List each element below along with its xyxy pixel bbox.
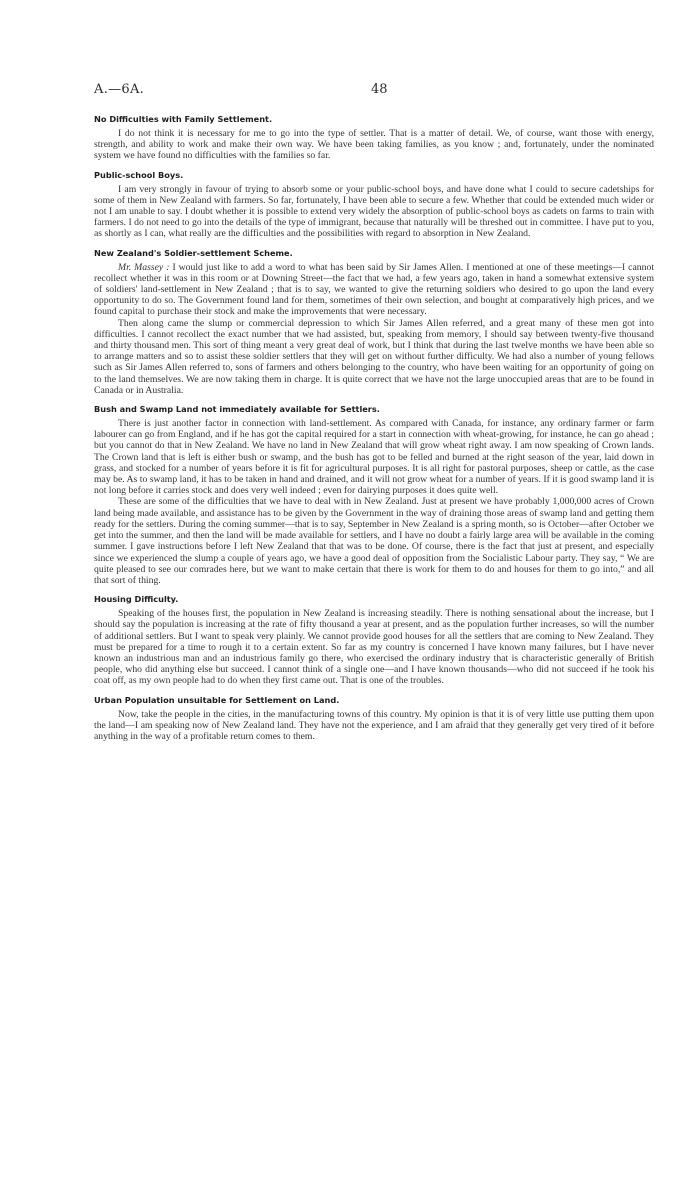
paragraph: I do not think it is necessary for me to go into the type of settler. That is a matter of detail. We, of course, want those with energy, strength, and ability to work and make their own way. We have been taking families, as you know ; and, fortunately, under the nominated system we have found no difficulties with the families so far. — [94, 128, 654, 162]
section-bush-swamp-land — [94, 404, 654, 586]
paragraph: There is just another factor in connection with land-settlement. As compared with Canada, for instance, any ordinary farmer or farm labourer can go from England, and if he has got the capital required for a start in connection with wheat-growing, for instance, he can go ahead ; but you cannot do that in New Zealand. We have no land in New Zealand that will grow wheat right away. I am now speaking of Crown lands. The Crown land that is left is either bush or swamp, and the bush has got to be felled and burned at the right season of the year, laid down in grass, and stocked for a number of years before it is fit for agricultural purposes. It is all right for pastoral purposes, sheep or cattle, as the case may be. As to swamp land, it has to be taken in hand and drained, and it will not grow wheat for a number of years. If it is good swamp land it is not long before it carries stock and does very well indeed ; even for dairying purposes it does quite well. — [94, 418, 654, 497]
section-heading: Housing Difficulty. — [94, 594, 179, 605]
document-reference: A.—6A. — [94, 82, 145, 97]
paragraph-text: I would just like to add a word to what has been said by Sir James Allen. I mentioned at one of these meetings—I cannot recollect whether it was in this room or at Downing Street—the fact that we had, a few years ago, taken in hand a somewhat extensive system of soldiers' land-settlement in New Zealand ; that is to say, we wanted to give the returning soldiers who desired to go upon the land every opportunity to do so. The Government found land for them, sometimes of their own selection, and bought at comparatively high prices, and we found capital to purchase their stock and make the improvements that were necessary. — [94, 261, 655, 318]
speaker-name: Mr. Massey : — [118, 261, 170, 273]
page-header — [94, 82, 654, 106]
section-heading: Bush and Swamp Land not immediately available for Settlers. — [94, 404, 380, 415]
section-heading: New Zealand's Soldier-settlement Scheme. — [94, 247, 293, 258]
section-urban-population — [94, 695, 654, 743]
section-housing-difficulty — [94, 594, 654, 686]
section-heading: No Difficulties with Family Settlement. — [94, 114, 273, 124]
paragraph: I am very strongly in favour of trying to absorb some or your public-school boys, and have done what I could to secure cadetships for some of them in New Zealand with farmers. So far, fortunately, I have been able to secure a few. Whether that could be extended much wider or not I am unable to say. I doubt whether it is possible to extend very widely the absorption of public-school boys as cadets on farms to train with farmers. I do not need to go into the details of the type of immigrant, because that naturally will be threshed out in committee. I have put to you, as shortly as I can, what really are the difficulties and the possibilities with regard to absorption in New Zealand. — [94, 183, 654, 240]
section-soldier-settlement — [94, 248, 654, 396]
paragraph: These are some of the difficulties that we have to deal with in New Zealand. Just at present we have probably 1,000,000 acres of Crown land being made available, and assistance has to be given by the Government in the way of draining those areas of swamp land and getting them ready for the settlers. During the coming summer—that is to say, September in New Zealand is a spring month, so is October—after October we get into the summer, and then the land will be made available for settlers, and I have no doubt a fairly large area will be available in the coming summer. I gave instructions before I left New Zealand that that was to be done. Of course, there is the fact that just at present, and especially since we experienced the slump a couple of years ago, we have a good deal of opposition from the Socialistic Labour party. They say, “ We are quite pleased to see our comrades here, but we want to make certain that there is work for them to do and houses for them to go into,” and all that sort of thing. — [94, 496, 654, 586]
paragraph: Speaking of the houses first, the population in New Zealand is increasing steadily. There is nothing sensational about the increase, but I should say the population is increasing at the rate of fifty thousand a year at present, and as the population further increases, so will the number of additional settlers. But I want to speak very plainly. We cannot provide good houses for all the settlers that are coming to New Zealand. They must be prepared for a time to rough it to a certain extent. So far as my country is concerned I have known many failures, but I have never known an industrious man and an industrious family go there, who exercised the ordinary industry that is characteristic generally of British people, who did anything else but succeed. I cannot think of a single one—and I have known thousands—who did not succeed if he took his coat off, as my own people had to do when they first came out. That is one of the troubles. — [94, 608, 654, 687]
section-heading: Urban Population unsuitable for Settlement on Land. — [94, 694, 340, 705]
paragraph: Now, take the people in the cities, in the manufacturing towns of this country. My opinion is that it is of very little use putting them upon the land—I am speaking now of New Zealand land. They have not the experience, and I am afraid that they generally get very tired of it before anything in the way of a profitable return comes to them. — [94, 708, 654, 742]
paragraph: Then along came the slump or commercial depression to which Sir James Allen referred, and a great many of these men got into difficulties. I cannot recollect the exact number that we had assisted, but, speaking from memory, I should say between twenty-five thousand and thirty thousand men. This sort of thing meant a very great deal of work, but I think that during the last twelve months we have been able so to arrange matters and so to assist these soldier settlers that they will get on without further difficulty. We had also a number of young fellows such as Sir James Allen referred to, sons of farmers and others belonging to the country, who have been waiting for an opportunity of going on to the land themselves. We are now taking them in charge. It is quite correct that we have not the large unoccupied areas that are to be found in Canada or in Australia. — [94, 317, 654, 396]
section-family-settlement — [94, 114, 654, 162]
section-heading: Public-school Boys. — [94, 169, 184, 180]
paragraph — [94, 262, 654, 318]
document-page — [94, 82, 654, 742]
page-number: 48 — [371, 82, 388, 97]
section-public-school-boys — [94, 170, 654, 240]
